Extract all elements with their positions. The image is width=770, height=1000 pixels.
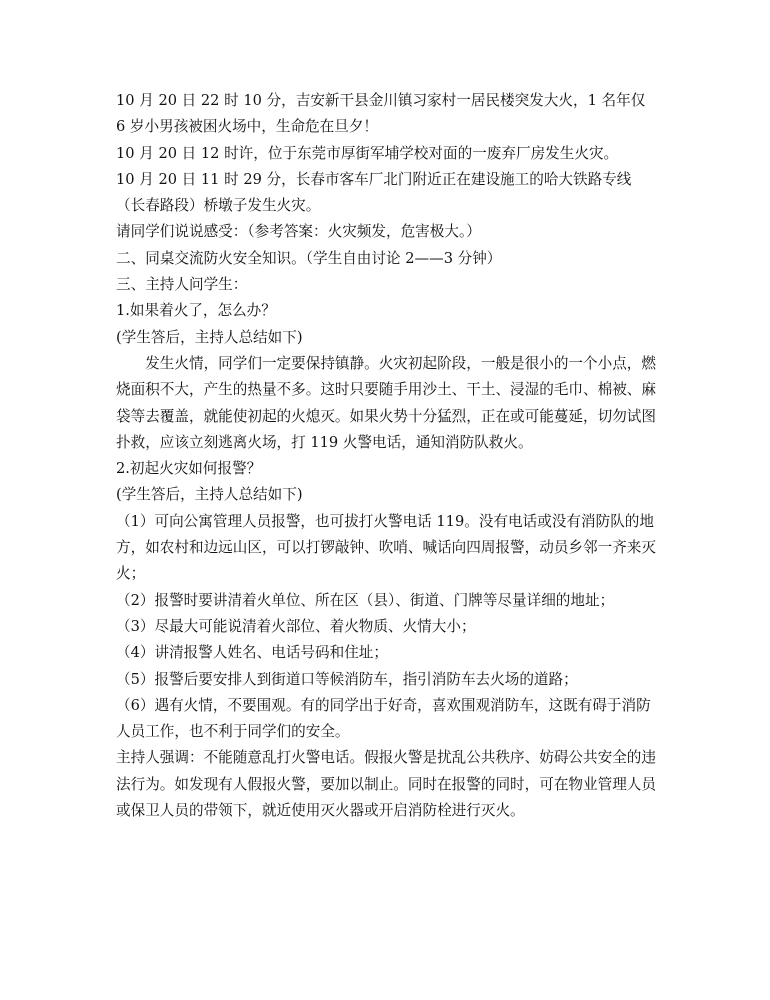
report-step-6: （6）遇有火情，不要围观。有的同学出于好奇，喜欢围观消防车，这既有碍于消防人员工作，也不利于同学们的安全。 bbox=[116, 696, 651, 741]
section-three-heading: 三、主持人问学生： bbox=[116, 276, 248, 294]
news-item-dongguan: 10 月 20 日 12 时许，位于东莞市厚街军埔学校对面的一废弃厂房发生火灾。 bbox=[116, 144, 619, 162]
question-one: 1.如果着火了，怎么办？ bbox=[116, 302, 276, 320]
section-two-heading: 二、同桌交流防火安全知识。（学生自由讨论 2——3 分钟） bbox=[116, 249, 502, 267]
host-emphasis: 主持人强调：不能随意乱打火警电话。假报火警是扰乱公共秩序、妨碍公共安全的违法行为。如发现有人假报火警，要加以制止。同时在报警的同时，可在物业管理人员或保卫人员的带领下，就近使用灭火器或开启消防栓进行灭火。 bbox=[116, 749, 656, 820]
document-body bbox=[116, 88, 656, 824]
news-item-changchun: 10 月 20 日 11 时 29 分，长春市客车厂北门附近正在建设施工的哈大铁路专线（长春路段）桥墩子发生火灾。 bbox=[116, 170, 632, 215]
news-item-jian: 10 月 20 日 22 时 10 分，吉安新干县金川镇习家村一居民楼突发大火，1 名年仅 6 岁小男孩被困火场中，生命危在旦夕！ bbox=[116, 92, 646, 136]
report-step-3: （3）尽最大可能说清着火部位、着火物质、火情大小； bbox=[116, 617, 476, 635]
question-two: 2.初起火灾如何报警？ bbox=[116, 460, 262, 478]
answer-one: 发生火情，同学们一定要保持镇静。火灾初起阶段，一般是很小的一个小点，燃烧面积不大，产生的热量不多。这时只要随手用沙土、干土、浸湿的毛巾、棉被、麻袋等去覆盖，就能使初起的火熄灭。如果火势十分猛烈，正在或可能蔓延，切勿试图扑救，应该立刻逃离火场，打 119 火警电话，通知消防队救火。 bbox=[116, 354, 656, 451]
summary-note-two: (学生答后，主持人总结如下) bbox=[116, 486, 303, 504]
summary-note-one: (学生答后，主持人总结如下) bbox=[116, 328, 303, 346]
report-step-5: （5）报警后要安排人到街道口等候消防车，指引消防车去火场的道路； bbox=[116, 670, 578, 688]
report-step-1: （1）可向公寓管理人员报警，也可拔打火警电话 119。没有电话或没有消防队的地方，如农村和边远山区，可以打锣敲钟、吹哨、喊话向四周报警，动员乡邻一齐来灭火； bbox=[116, 512, 656, 583]
feelings-prompt: 请同学们说说感受：（参考答案：火灾频发，危害极大。） bbox=[116, 223, 481, 241]
report-step-2: （2）报警时要讲清着火单位、所在区（县）、街道、门牌等尽量详细的地址； bbox=[116, 591, 615, 609]
report-step-4: （4）讲清报警人姓名、电话号码和住址； bbox=[116, 644, 388, 662]
